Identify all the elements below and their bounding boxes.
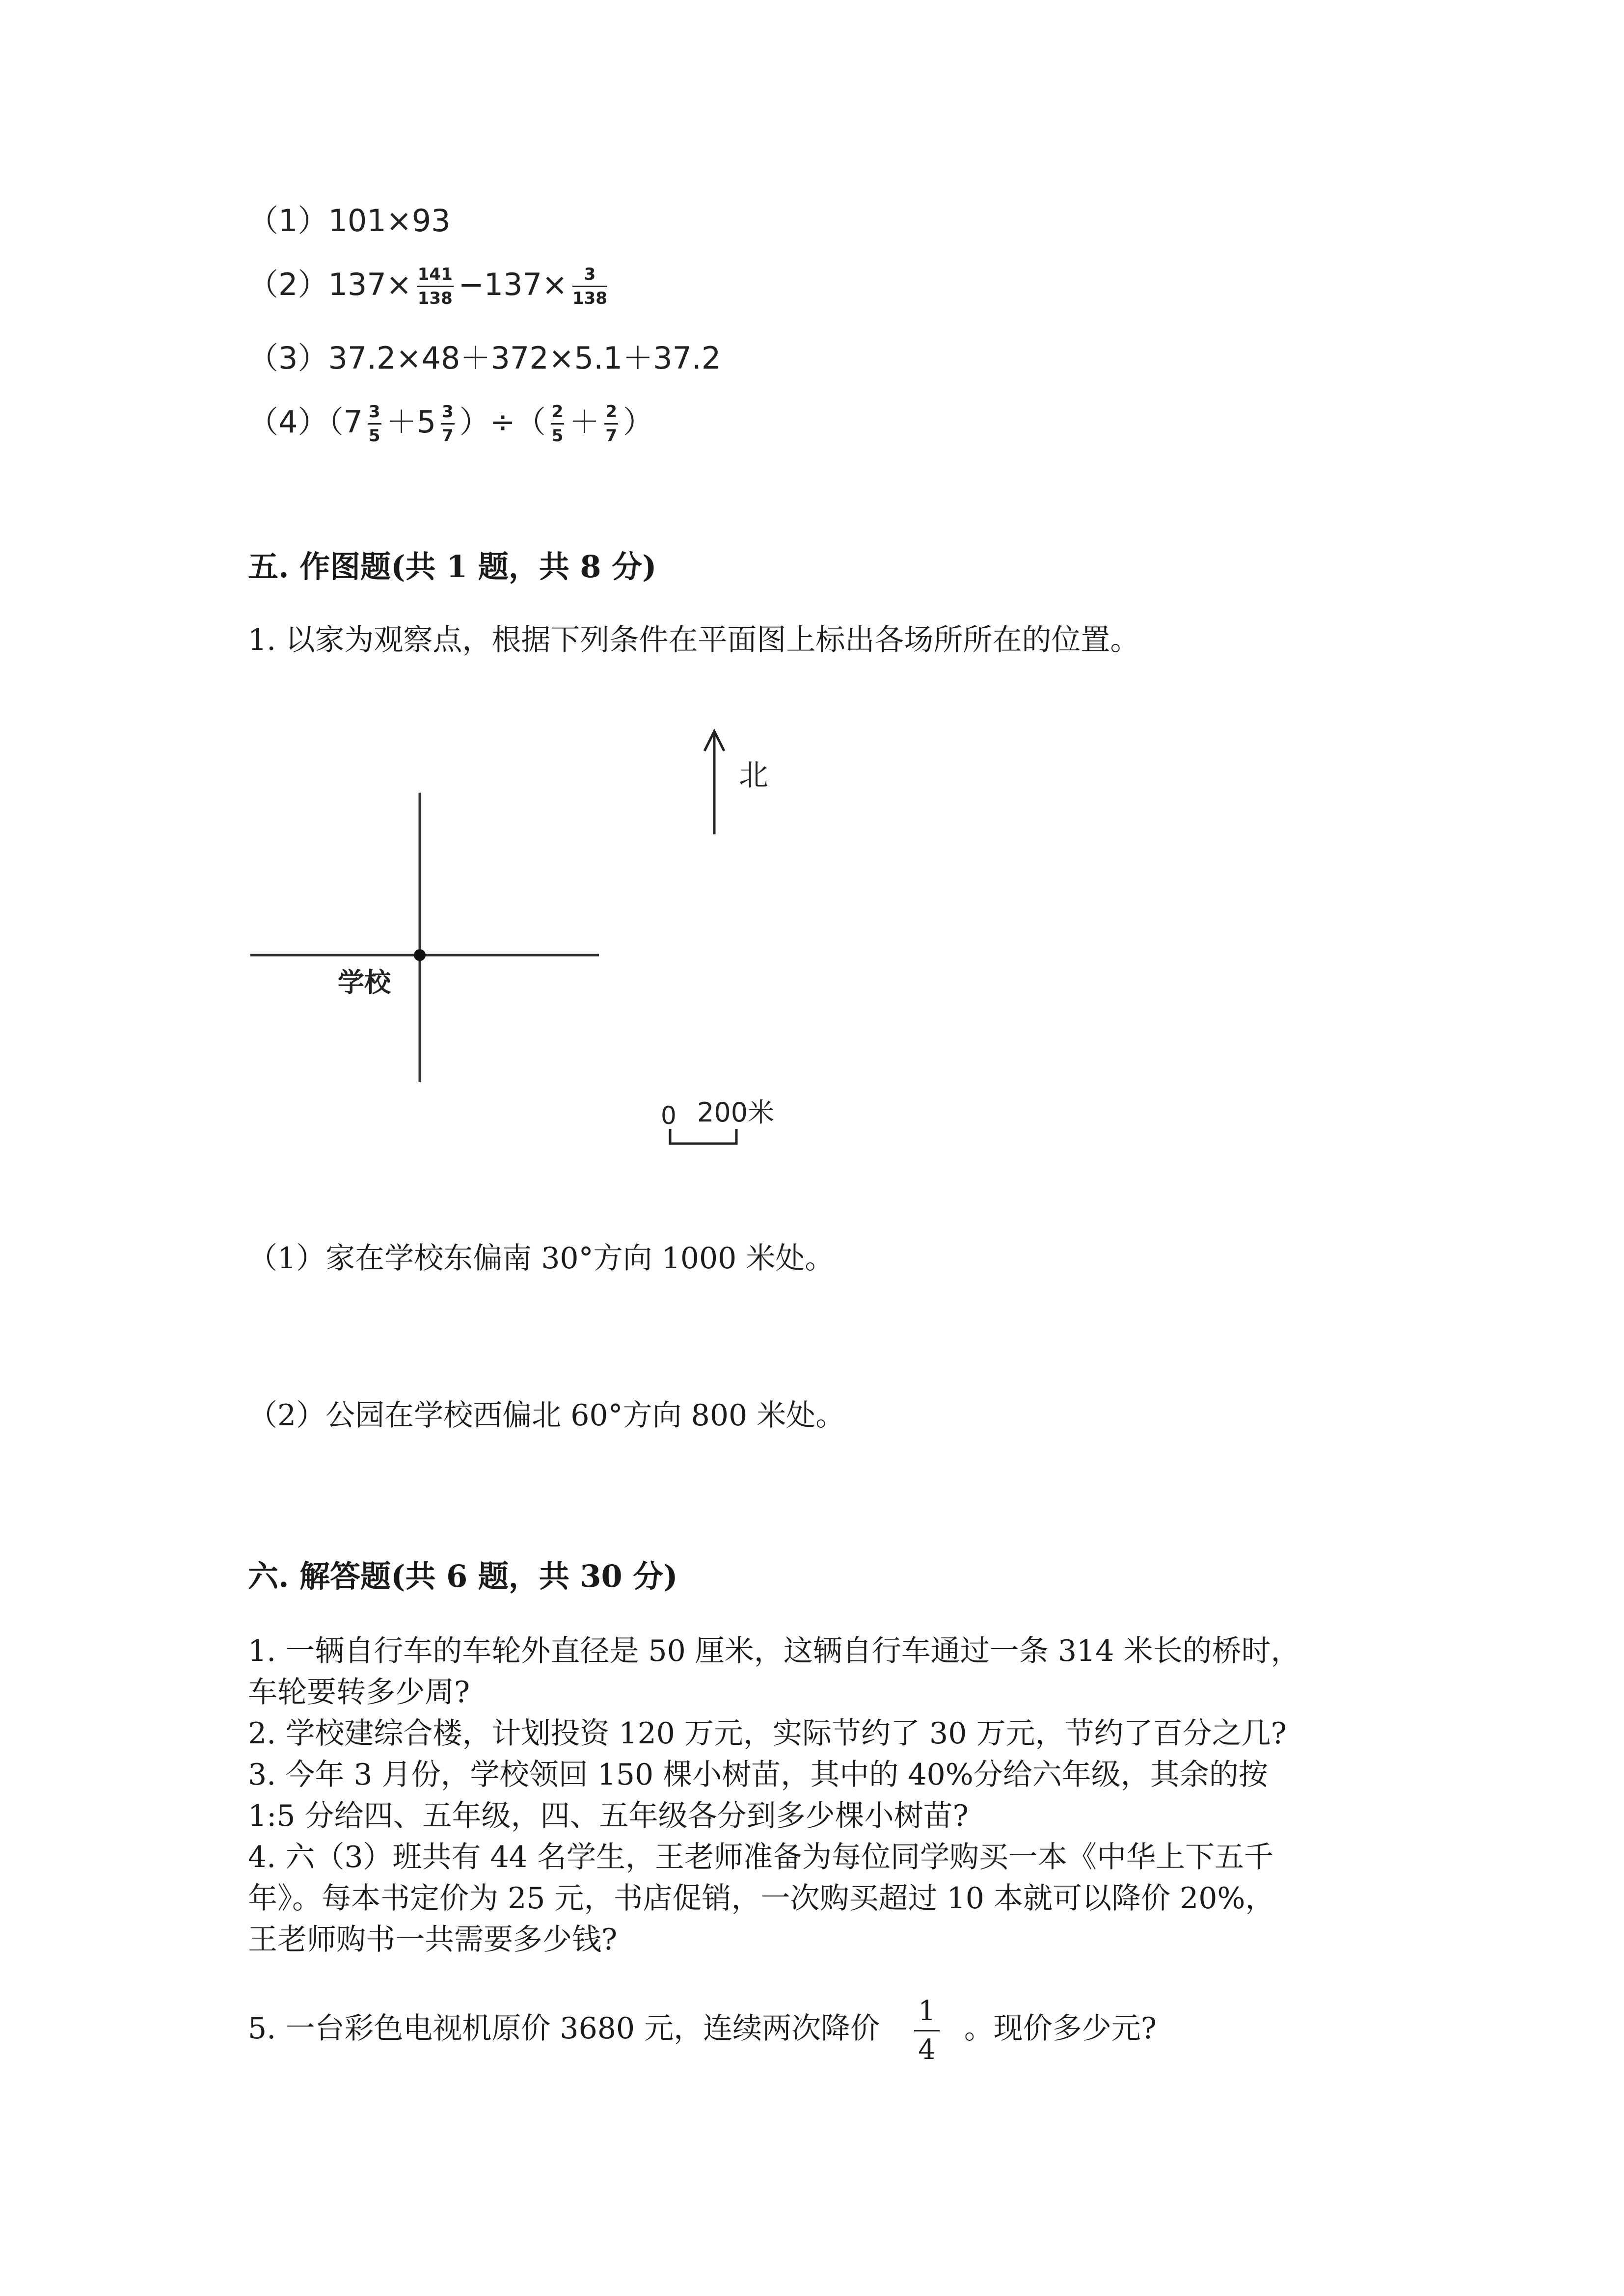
calc-4-part2: ＋5	[386, 404, 436, 440]
north-label: 北	[739, 758, 768, 793]
section-6-question-1	[248, 1630, 1300, 1960]
fraction-numerator: 3	[441, 403, 455, 425]
calc-item-3: （3）37.2×48＋372×5.1＋37.2	[248, 340, 721, 376]
calc-item-2	[248, 260, 612, 307]
section-5-subquestion-2: （2）公园在学校西偏北 60°方向 800 米处。	[248, 1398, 845, 1433]
section-6-question-5	[248, 1995, 1157, 2066]
fraction-3-138	[572, 266, 607, 307]
fraction-numerator: 3	[572, 266, 607, 287]
fraction-numerator: 3	[368, 403, 381, 425]
fraction-2-5	[551, 403, 565, 444]
question-line: 3. 今年 3 月份，学校领回 150 棵小树苗，其中的 40%分给六年级，其余的按	[248, 1758, 1268, 1792]
fraction-141-138	[417, 266, 454, 307]
scale-bar	[670, 1129, 736, 1144]
calc-4-part3: ）÷（	[459, 404, 546, 440]
fraction-numerator: 2	[604, 403, 618, 425]
fraction-denominator: 5	[551, 426, 564, 446]
fraction-numerator: 1	[914, 1998, 940, 2031]
section-6-title: 六. 解答题(共 6 题，共 30 分)	[248, 1558, 678, 1594]
fraction-denominator: 5	[368, 426, 380, 446]
mixed-fraction-part	[368, 403, 381, 444]
section-5-title: 五. 作图题(共 1 题，共 8 分)	[248, 549, 657, 585]
calc-item-1: （1）101×93	[248, 203, 451, 239]
fraction-denominator: 4	[918, 2034, 936, 2066]
question-line: 王老师购书一共需要多少钱?	[248, 1922, 618, 1957]
calc-4-plus: ＋	[569, 404, 600, 440]
question-5-text-after: 。现价多少元?	[964, 2011, 1157, 2046]
fraction-numerator: 2	[551, 403, 565, 425]
fraction-denominator: 7	[605, 426, 618, 446]
question-line: 年》。每本书定价为 25 元，书店促销，一次购买超过 10 本就可以降价 20%，	[248, 1881, 1275, 1916]
fraction-denominator: 138	[572, 289, 607, 309]
fraction-numerator: 141	[417, 266, 454, 287]
question-line: 1:5 分给四、五年级，四、五年级各分到多少棵小树苗?	[248, 1799, 969, 1833]
school-label: 学校	[338, 967, 391, 998]
section-5-question-1: 1. 以家为观察点，根据下列条件在平面图上标出各场所所在的位置。	[248, 623, 1140, 657]
fraction-one-quarter	[914, 1995, 940, 2066]
question-line: 4. 六（3）班共有 44 名学生，王老师准备为每位同学购买一本《中华上下五千	[248, 1840, 1273, 1874]
section-6-question-2: 2. 学校建综合楼，计划投资 120 万元，实际节约了 30 万元，节约了百分之几?	[248, 1716, 1287, 1751]
fraction-denominator: 138	[417, 289, 453, 309]
section-5-subquestion-1: （1）家在学校东偏南 30°方向 1000 米处。	[248, 1241, 835, 1276]
scale-zero-label: 0	[661, 1101, 677, 1130]
fraction-denominator: 7	[442, 426, 454, 446]
calc-2-mid: −137×	[458, 267, 568, 302]
calc-4-close: ）	[623, 404, 654, 440]
fraction-2-7	[604, 403, 618, 444]
calc-item-4	[248, 398, 653, 444]
question-5-text-before: 5. 一台彩色电视机原价 3680 元，连续两次降价	[248, 2011, 880, 2046]
question-line: 1. 一辆自行车的车轮外直径是 50 厘米，这辆自行车通过一条 314 米长的桥时，	[248, 1634, 1300, 1668]
calc-4-prefix: （4）（7	[248, 404, 363, 440]
school-point	[414, 949, 426, 961]
direction-map-figure	[236, 721, 800, 1173]
question-line: 车轮要转多少周?	[248, 1675, 470, 1709]
scale-length-label: 200米	[697, 1097, 775, 1128]
calc-2-prefix: （2）137×	[248, 267, 412, 302]
mixed-fraction-part	[441, 403, 455, 444]
